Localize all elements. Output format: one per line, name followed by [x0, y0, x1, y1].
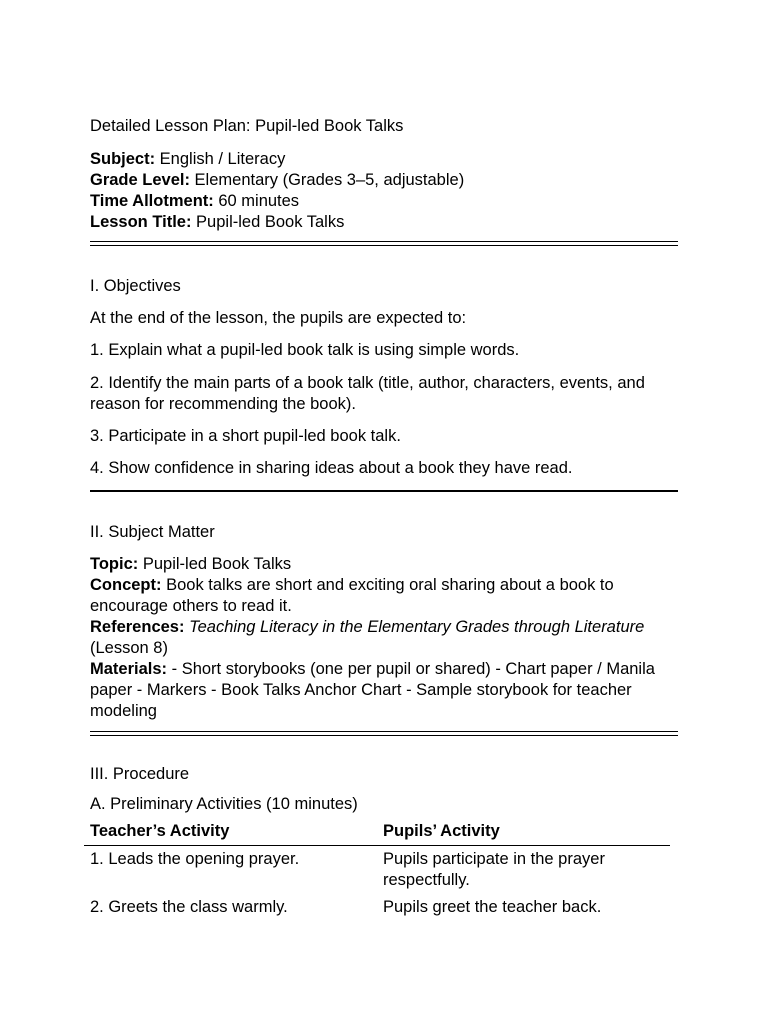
preliminary-activities-heading: A. Preliminary Activities (10 minutes): [90, 795, 358, 813]
references-suffix: (Lesson 8): [90, 639, 168, 657]
subject-matter-details: [90, 554, 678, 722]
meta-value: Pupil-led Book Talks: [191, 213, 345, 231]
table-header-row: [84, 821, 670, 846]
meta-lesson-title: [90, 212, 464, 233]
section-divider: [90, 490, 678, 492]
document-title: Detailed Lesson Plan: Pupil-led Book Talks: [90, 117, 404, 135]
topic-row: [90, 554, 678, 575]
section-divider: [90, 731, 678, 736]
meta-value: English / Literacy: [155, 150, 286, 168]
column-header-pupils: Pupils’ Activity: [377, 821, 670, 846]
meta-label: Subject:: [90, 150, 156, 168]
subject-matter-heading: II. Subject Matter: [90, 523, 215, 541]
objective-item: 3. Participate in a short pupil-led book talk.: [90, 427, 401, 445]
meta-value: Elementary (Grades 3–5, adjustable): [189, 171, 465, 189]
objective-item: 4. Show confidence in sharing ideas about a book they have read.: [90, 459, 573, 477]
references-row: [90, 617, 678, 659]
materials-value: - Short storybooks (one per pupil or shared) - Chart paper / Manila paper - Markers - Book Talks Anchor Chart - Sample storybook for teacher modeling: [90, 660, 655, 720]
activities-table: [84, 821, 670, 921]
meta-label: Grade Level:: [90, 171, 190, 189]
procedure-heading: III. Procedure: [90, 765, 190, 783]
column-header-teacher: Teacher’s Activity: [84, 821, 377, 846]
concept-row: [90, 575, 678, 617]
meta-label: Time Allotment:: [90, 192, 214, 210]
objective-item: 1. Explain what a pupil-led book talk is using simple words.: [90, 341, 520, 359]
concept-value: Book talks are short and exciting oral sharing about a book to encourage others to read it.: [90, 576, 614, 615]
section-divider: [90, 241, 678, 246]
objective-item: 2. Identify the main parts of a book talk (title, author, characters, events, and reason for recommending the book).: [90, 374, 645, 413]
objectives-intro: At the end of the lesson, the pupils are expected to:: [90, 309, 467, 327]
materials-label: Materials:: [90, 660, 168, 678]
pupils-activity-cell: Pupils greet the teacher back.: [383, 898, 602, 916]
meta-subject: [90, 149, 464, 170]
meta-value: 60 minutes: [213, 192, 300, 210]
table-row: [84, 894, 670, 921]
topic-label: Topic:: [90, 555, 139, 573]
teacher-activity-cell: 2. Greets the class warmly.: [90, 898, 288, 916]
references-title: Teaching Literacy in the Elementary Grades through Literature: [189, 618, 645, 636]
concept-label: Concept:: [90, 576, 162, 594]
materials-row: [90, 659, 678, 722]
pupils-activity-cell: Pupils participate in the prayer respectfully.: [383, 850, 605, 889]
meta-grade-level: [90, 170, 464, 191]
meta-label: Lesson Title:: [90, 213, 192, 231]
table-row: [84, 846, 670, 895]
lesson-meta: [90, 149, 464, 233]
meta-time-allotment: [90, 191, 464, 212]
teacher-activity-cell: 1. Leads the opening prayer.: [90, 850, 300, 868]
references-label: References:: [90, 618, 185, 636]
objectives-heading: I. Objectives: [90, 277, 181, 295]
topic-value: Pupil-led Book Talks: [138, 555, 292, 573]
